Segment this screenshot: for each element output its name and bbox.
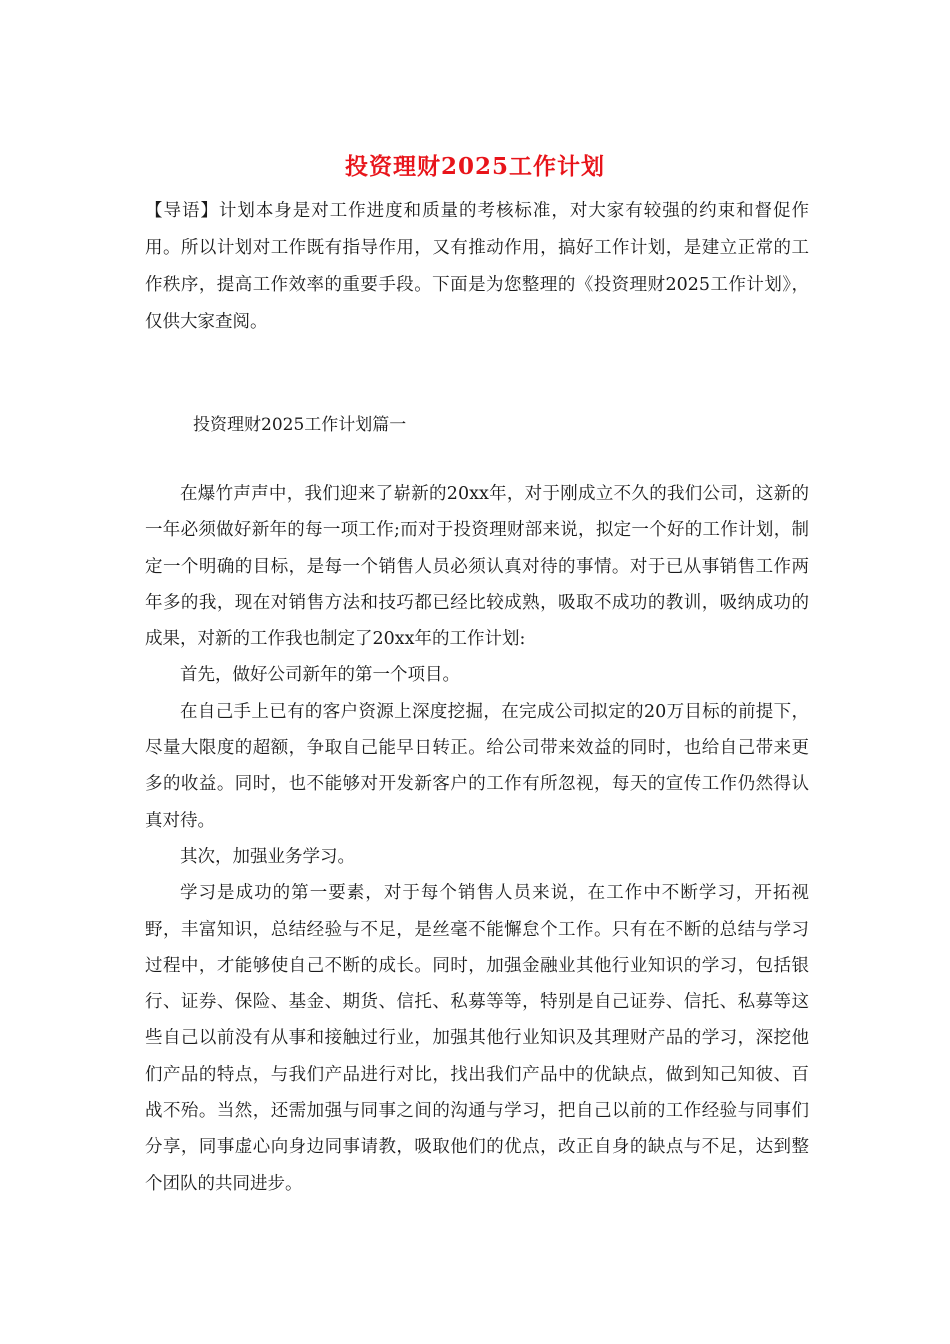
body-paragraph: 在爆竹声声中，我们迎来了崭新的20xx年，对于刚成立不久的我们公司，这新的一年必须做好新年的每一项工作;而对于投资理财部来说，拟定一个好的工作计划，制定一个明确的目标，是每一个销售人员必须认真对待的事情。对于已从事销售工作两年多的我，现在对销售方法和技巧都已经比较成熟，吸取不成功的教训，吸纳成功的成果，对新的工作我也制定了20xx年的工作计划: [145, 484, 809, 650]
document-body [145, 476, 809, 1202]
section-heading: 投资理财2025工作计划篇一 [193, 415, 407, 435]
body-paragraph: 首先，做好公司新年的第一个项目。 [180, 665, 460, 686]
body-paragraph: 学习是成功的第一要素，对于每个销售人员来说，在工作中不断学习，开拓视野，丰富知识，总结经验与不足，是丝毫不能懈怠个工作。只有在不断的总结与学习过程中，才能够使自己不断的成长。同时，加强金融业其他行业知识的学习，包括银行、证券、保险、基金、期货、信托、私募等等，特别是自己证券、信托、私募等这些自己以前没有从事和接触过行业，加强其他行业知识及其理财产品的学习，深挖他们产品的特点，与我们产品进行对比，找出我们产品中的优缺点，做到知己知彼、百战不殆。当然，还需加强与同事之间的沟通与学习，把自己以前的工作经验与同事们分享，同事虚心向身边同事请教，吸取他们的优点，改正自身的缺点与不足，达到整个团队的共同进步。 [145, 883, 809, 1194]
body-paragraph: 其次，加强业务学习。 [180, 846, 355, 867]
document-title: 投资理财2025工作计划 [344, 153, 605, 180]
intro-paragraph: 【导语】计划本身是对工作进度和质量的考核标准，对大家有较强的约束和督促作用。所以计划对工作既有指导作用，又有推动作用，搞好工作计划，是建立正常的工作秩序，提高工作效率的重要手段。下面是为您整理的《投资理财2025工作计划》，仅供大家查阅。 [145, 201, 809, 332]
body-paragraph: 在自己手上已有的客户资源上深度挖掘，在完成公司拟定的20万目标的前提下，尽量大限度的超额，争取自己能早日转正。给公司带来效益的同时，也给自己带来更多的收益。同时，也不能够对开发新客户的工作有所忽视，每天的宣传工作仍然得认真对待。 [145, 701, 809, 831]
